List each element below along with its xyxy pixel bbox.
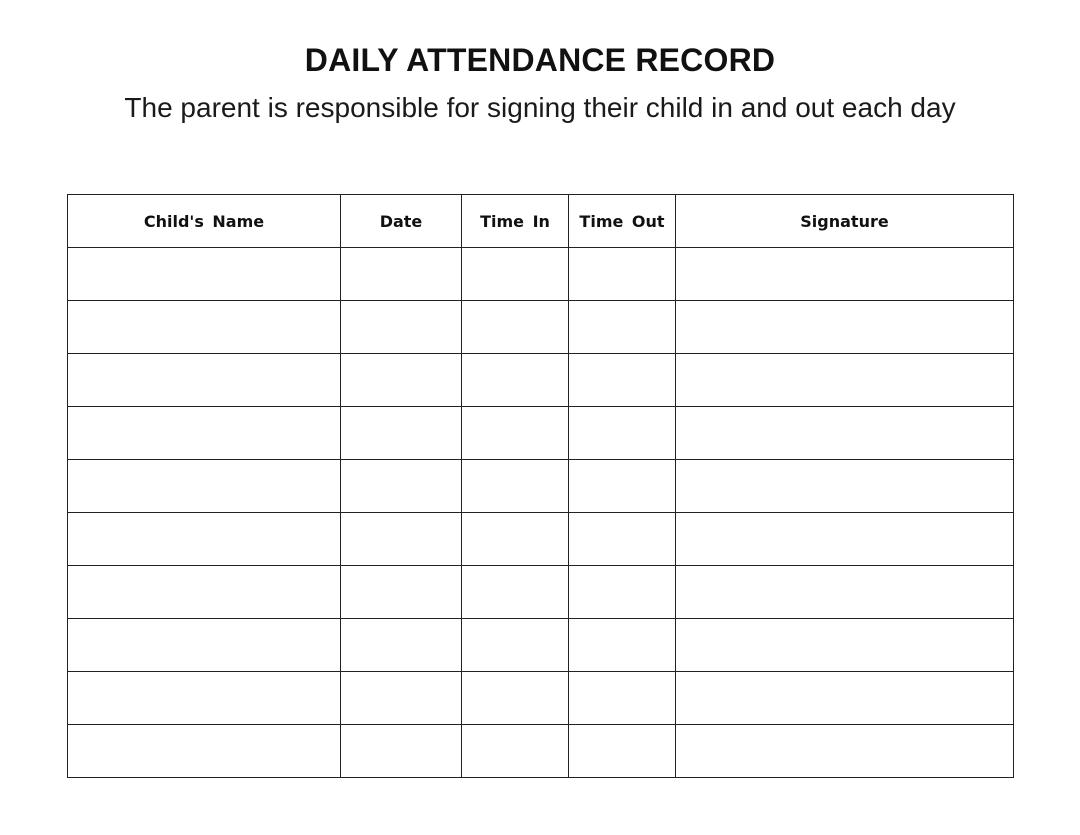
time-in-cell[interactable] xyxy=(462,619,569,672)
signature-cell[interactable] xyxy=(676,407,1014,460)
childs-name-cell[interactable] xyxy=(68,301,341,354)
table-row xyxy=(68,513,1014,566)
table-body xyxy=(68,248,1014,778)
time-out-cell[interactable] xyxy=(569,407,676,460)
date-cell[interactable] xyxy=(341,725,462,778)
table-row xyxy=(68,672,1014,725)
signature-cell[interactable] xyxy=(676,619,1014,672)
time-out-cell[interactable] xyxy=(569,725,676,778)
date-cell[interactable] xyxy=(341,619,462,672)
signature-cell[interactable] xyxy=(676,354,1014,407)
table-row xyxy=(68,301,1014,354)
time-out-cell[interactable] xyxy=(569,301,676,354)
signature-cell[interactable] xyxy=(676,672,1014,725)
column-header-signature: Signature xyxy=(676,195,1014,248)
attendance-table xyxy=(67,194,1014,778)
table-row xyxy=(68,460,1014,513)
childs-name-cell[interactable] xyxy=(68,407,341,460)
date-cell[interactable] xyxy=(341,513,462,566)
signature-cell[interactable] xyxy=(676,513,1014,566)
page-subtitle: The parent is responsible for signing their child in and out each day xyxy=(124,92,956,123)
signature-cell[interactable] xyxy=(676,725,1014,778)
time-in-cell[interactable] xyxy=(462,407,569,460)
column-header-date: Date xyxy=(341,195,462,248)
table-row xyxy=(68,566,1014,619)
column-header-childs-name: Child's Name xyxy=(68,195,341,248)
date-cell[interactable] xyxy=(341,354,462,407)
time-out-cell[interactable] xyxy=(569,619,676,672)
time-in-cell[interactable] xyxy=(462,248,569,301)
childs-name-cell[interactable] xyxy=(68,248,341,301)
table-header-row xyxy=(68,195,1014,248)
page-title: DAILY ATTENDANCE RECORD xyxy=(304,42,776,78)
column-header-time-in: Time In xyxy=(462,195,569,248)
time-in-cell[interactable] xyxy=(462,725,569,778)
column-header-time-out: Time Out xyxy=(569,195,676,248)
signature-cell[interactable] xyxy=(676,460,1014,513)
childs-name-cell[interactable] xyxy=(68,672,341,725)
time-out-cell[interactable] xyxy=(569,248,676,301)
time-out-cell[interactable] xyxy=(569,460,676,513)
childs-name-cell[interactable] xyxy=(68,566,341,619)
table-row xyxy=(68,354,1014,407)
table-row xyxy=(68,248,1014,301)
childs-name-cell[interactable] xyxy=(68,460,341,513)
childs-name-cell[interactable] xyxy=(68,513,341,566)
time-out-cell[interactable] xyxy=(569,566,676,619)
time-in-cell[interactable] xyxy=(462,672,569,725)
time-out-cell[interactable] xyxy=(569,672,676,725)
signature-cell[interactable] xyxy=(676,248,1014,301)
childs-name-cell[interactable] xyxy=(68,619,341,672)
childs-name-cell[interactable] xyxy=(68,725,341,778)
date-cell[interactable] xyxy=(341,407,462,460)
date-cell[interactable] xyxy=(341,460,462,513)
date-cell[interactable] xyxy=(341,301,462,354)
signature-cell[interactable] xyxy=(676,301,1014,354)
time-out-cell[interactable] xyxy=(569,513,676,566)
table-row xyxy=(68,725,1014,778)
table-row xyxy=(68,619,1014,672)
time-in-cell[interactable] xyxy=(462,460,569,513)
table-row xyxy=(68,407,1014,460)
time-out-cell[interactable] xyxy=(569,354,676,407)
date-cell[interactable] xyxy=(341,672,462,725)
time-in-cell[interactable] xyxy=(462,566,569,619)
childs-name-cell[interactable] xyxy=(68,354,341,407)
date-cell[interactable] xyxy=(341,248,462,301)
signature-cell[interactable] xyxy=(676,566,1014,619)
time-in-cell[interactable] xyxy=(462,513,569,566)
date-cell[interactable] xyxy=(341,566,462,619)
time-in-cell[interactable] xyxy=(462,354,569,407)
time-in-cell[interactable] xyxy=(462,301,569,354)
